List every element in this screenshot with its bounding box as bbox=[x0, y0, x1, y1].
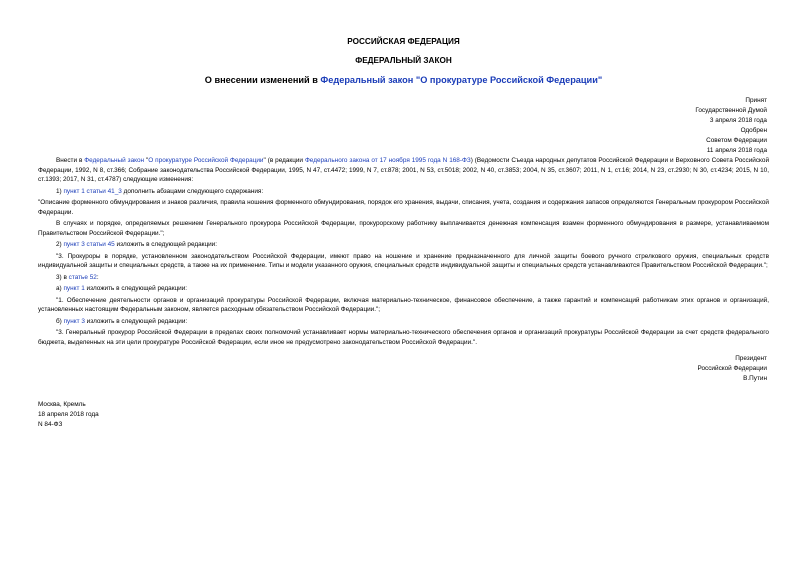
intro-text: " bbox=[144, 157, 149, 164]
subitem-text: изложить в следующей редакции: bbox=[84, 317, 188, 325]
law-body bbox=[38, 156, 769, 349]
item3b-link[interactable]: пункт 3 bbox=[63, 317, 85, 325]
signatory-name: В.Путин bbox=[743, 375, 767, 382]
item1-quote: "Описание форменного обмундирования и знаков различия, правила ношения форменного обмундирования, порядок его хранения, выдачи, списания, учета, создания и содержания запасов определяются Генеральным прокурором Российской Федерации. bbox=[38, 199, 769, 216]
acceptance-line: 3 апреля 2018 года bbox=[709, 117, 767, 124]
item-number: 3) в bbox=[56, 273, 69, 281]
law-number: N 84-ФЗ bbox=[38, 421, 63, 428]
footer-block bbox=[38, 400, 238, 430]
federal-law-link[interactable]: Федеральный закон bbox=[84, 157, 145, 164]
intro-text: ) (Ведомости Съезда народных депутатов Российской Федерации и Верховного Совета Российской Федерации, 1992, N 8, ст.366; Собрание законодательства Российской Федерации, 1995, N 47, ст.4472; 1999, N 7, ст.878; 2001, N 53, ст.5018; 2002, N 40, ст.3853; 2004, N 35, ст.3607; 2011, N 1, ст.16; 2014, N 23, ст.2930; N 30, ст.4234; 2015, N 10, ст.1393; 2017, N 31, ст.4787) следующие изменения: bbox=[38, 157, 770, 183]
item3b-paragraph bbox=[38, 317, 769, 327]
item2-paragraph bbox=[38, 240, 769, 250]
acceptance-line: Одобрен bbox=[740, 127, 767, 134]
signatory-title: Президент bbox=[735, 355, 767, 362]
item-text: : bbox=[96, 273, 99, 281]
signatory-title: Российской Федерации bbox=[697, 365, 767, 372]
item3a-link[interactable]: пункт 1 bbox=[63, 285, 85, 292]
law-name-link[interactable]: О прокуратуре Российской Федерации bbox=[148, 157, 264, 164]
item-number: 1) bbox=[56, 187, 64, 195]
amending-law-link[interactable]: Федерального закона от 17 ноября 1995 года N 168-ФЗ bbox=[304, 157, 471, 164]
subitem-text: изложить в следующей редакции: bbox=[84, 285, 188, 292]
acceptance-line: Советом Федерации bbox=[706, 137, 767, 144]
item3-paragraph bbox=[38, 273, 769, 283]
item1-paragraph bbox=[38, 187, 769, 197]
item-text: изложить в следующей редакции: bbox=[114, 241, 218, 248]
item3a-quote: "1. Обеспечение деятельности органов и организаций прокуратуры Российской Федерации, включая материально-техническое, финансовое обеспечение, а также гарантий и компенсаций работникам этих органов и организаций, установленных настоящим Федеральным законом, является расходным обязательством Российской Федерации."; bbox=[38, 296, 769, 313]
title-law-link[interactable]: Федеральный закон "О прокуратуре Российской Федерации" bbox=[320, 75, 603, 85]
subitem-number: а) bbox=[56, 285, 64, 292]
signing-place: Москва, Кремль bbox=[38, 401, 86, 408]
document-title bbox=[0, 75, 807, 85]
item-number: 2) bbox=[56, 241, 64, 248]
law-type-heading: ФЕДЕРАЛЬНЫЙ ЗАКОН bbox=[355, 56, 452, 65]
item1-quote-2: В случаях и порядке, определяемых решением Генерального прокурора Российской Федерации, прокурорскому работнику выплачивается денежная компенсация взамен форменного обмундирования в размере, устанавливаемом Правительством Российской Федерации."; bbox=[38, 220, 769, 237]
acceptance-line: Принят bbox=[745, 97, 767, 104]
item2-quote: "3. Прокуроры в порядке, установленном законодательством Российской Федерации, имеют право на ношение и хранение предназначенного для личной защиты боевого ручного стрелкового оружия, специальных средств индивидуальной защиты и специальных средств, а также на их применение. Типы и модели указанного оружия, специальных средств индивидуальной защиты и специальных средств устанавливаются Правительством Российской Федерации."; bbox=[38, 252, 769, 269]
signature-block bbox=[567, 354, 767, 384]
item3b-quote: "3. Генеральный прокурор Российской Федерации в пределах своих полномочий устанавливает нормы материально-технического обеспечения органов и организаций прокуратуры Российской Федерации за счет средств федерального бюджета, выделенных на эти цели прокуратуре Российской Федерации, если иное не предусмотрено законодательством Российской Федерации.". bbox=[38, 329, 769, 346]
intro-paragraph bbox=[38, 156, 769, 185]
subitem-number: б) bbox=[56, 317, 64, 325]
acceptance-line: Государственной Думой bbox=[695, 107, 767, 114]
title-prefix: О внесении изменений в bbox=[204, 75, 321, 85]
country-heading: РОССИЙСКАЯ ФЕДЕРАЦИЯ bbox=[347, 37, 460, 46]
acceptance-line: 11 апреля 2018 года bbox=[706, 147, 767, 154]
acceptance-block bbox=[547, 96, 767, 156]
item3-link[interactable]: статье 52 bbox=[68, 273, 97, 281]
signing-date: 18 апреля 2018 года bbox=[38, 411, 99, 418]
item3a-paragraph bbox=[38, 284, 769, 294]
intro-text: Внести в bbox=[56, 157, 85, 164]
item-text: дополнить абзацами следующего содержания: bbox=[121, 187, 264, 195]
item2-link[interactable]: пункт 3 статьи 45 bbox=[63, 241, 115, 248]
intro-text: " (в редакции bbox=[263, 157, 305, 164]
item1-link[interactable]: пункт 1 статьи 41_3 bbox=[63, 187, 122, 195]
